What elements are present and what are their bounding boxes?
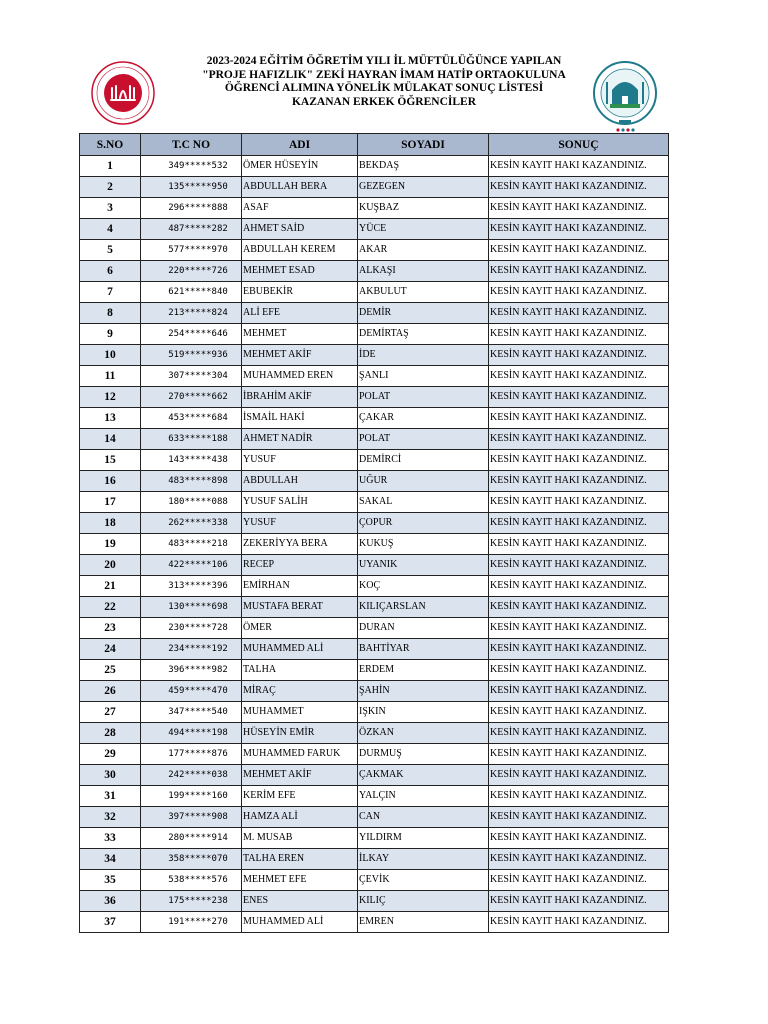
cell-adi: ABDULLAH xyxy=(242,471,358,492)
cell-tcno: 234*****192 xyxy=(141,639,242,660)
cell-adi: MEHMET AKİF xyxy=(242,345,358,366)
table-row xyxy=(80,702,669,723)
cell-tcno: 397*****908 xyxy=(141,807,242,828)
cell-tcno: 191*****270 xyxy=(141,912,242,933)
cell-sonuc: KESİN KAYIT HAKI KAZANDINIZ. xyxy=(489,450,669,471)
cell-sonuc: KESİN KAYIT HAKI KAZANDINIZ. xyxy=(489,177,669,198)
cell-adi: MEHMET AKİF xyxy=(242,765,358,786)
table-row xyxy=(80,891,669,912)
cell-adi: AHMET NADİR xyxy=(242,429,358,450)
cell-soyadi: ÇEVİK xyxy=(358,870,489,891)
cell-adi: M. MUSAB xyxy=(242,828,358,849)
cell-soyadi: KILIÇ xyxy=(358,891,489,912)
cell-soyadi: IŞKIN xyxy=(358,702,489,723)
cell-tcno: 422*****106 xyxy=(141,555,242,576)
cell-sno: 22 xyxy=(80,597,141,618)
cell-tcno: 483*****218 xyxy=(141,534,242,555)
table-row xyxy=(80,576,669,597)
title-line-2: "PROJE HAFIZLIK" ZEKİ HAYRAN İMAM HATİP ORTAOKULUNA xyxy=(202,68,566,81)
cell-sonuc: KESİN KAYIT HAKI KAZANDINIZ. xyxy=(489,618,669,639)
cell-sno: 15 xyxy=(80,450,141,471)
table-row xyxy=(80,597,669,618)
table-row xyxy=(80,177,669,198)
cell-sonuc: KESİN KAYIT HAKI KAZANDINIZ. xyxy=(489,681,669,702)
cell-soyadi: SAKAL xyxy=(358,492,489,513)
cell-sonuc: KESİN KAYIT HAKI KAZANDINIZ. xyxy=(489,513,669,534)
cell-soyadi: ŞAHİN xyxy=(358,681,489,702)
table-row xyxy=(80,198,669,219)
cell-soyadi: POLAT xyxy=(358,387,489,408)
cell-adi: MUHAMMED ALİ xyxy=(242,639,358,660)
table-row xyxy=(80,408,669,429)
cell-adi: MEHMET EFE xyxy=(242,870,358,891)
cell-sno: 16 xyxy=(80,471,141,492)
column-header-soyadi: SOYADI xyxy=(358,134,489,156)
cell-adi: TALHA EREN xyxy=(242,849,358,870)
table-row xyxy=(80,387,669,408)
cell-soyadi: ŞANLI xyxy=(358,366,489,387)
cell-adi: İSMAİL HAKİ xyxy=(242,408,358,429)
cell-sno: 18 xyxy=(80,513,141,534)
cell-soyadi: CAN xyxy=(358,807,489,828)
table-row xyxy=(80,366,669,387)
cell-tcno: 487*****282 xyxy=(141,219,242,240)
cell-soyadi: KUŞBAZ xyxy=(358,198,489,219)
cell-sonuc: KESİN KAYIT HAKI KAZANDINIZ. xyxy=(489,744,669,765)
cell-soyadi: İDE xyxy=(358,345,489,366)
cell-sonuc: KESİN KAYIT HAKI KAZANDINIZ. xyxy=(489,282,669,303)
cell-sonuc: KESİN KAYIT HAKI KAZANDINIZ. xyxy=(489,345,669,366)
table-row xyxy=(80,786,669,807)
cell-adi: İBRAHİM AKİF xyxy=(242,387,358,408)
cell-sonuc: KESİN KAYIT HAKI KAZANDINIZ. xyxy=(489,408,669,429)
cell-tcno: 621*****840 xyxy=(141,282,242,303)
document-header xyxy=(0,52,768,132)
cell-tcno: 175*****238 xyxy=(141,891,242,912)
cell-soyadi: DEMİRTAŞ xyxy=(358,324,489,345)
cell-sonuc: KESİN KAYIT HAKI KAZANDINIZ. xyxy=(489,639,669,660)
table-row xyxy=(80,324,669,345)
cell-soyadi: BEKDAŞ xyxy=(358,156,489,177)
cell-adi: ÖMER HÜSEYİN xyxy=(242,156,358,177)
cell-sonuc: KESİN KAYIT HAKI KAZANDINIZ. xyxy=(489,891,669,912)
table-row xyxy=(80,156,669,177)
cell-sonuc: KESİN KAYIT HAKI KAZANDINIZ. xyxy=(489,597,669,618)
cell-sonuc: KESİN KAYIT HAKI KAZANDINIZ. xyxy=(489,324,669,345)
cell-tcno: 349*****532 xyxy=(141,156,242,177)
cell-sonuc: KESİN KAYIT HAKI KAZANDINIZ. xyxy=(489,219,669,240)
cell-sonuc: KESİN KAYIT HAKI KAZANDINIZ. xyxy=(489,870,669,891)
cell-sno: 13 xyxy=(80,408,141,429)
cell-sno: 30 xyxy=(80,765,141,786)
cell-sno: 36 xyxy=(80,891,141,912)
cell-soyadi: KUKUŞ xyxy=(358,534,489,555)
table-row xyxy=(80,471,669,492)
cell-sno: 19 xyxy=(80,534,141,555)
cell-soyadi: UĞUR xyxy=(358,471,489,492)
cell-sonuc: KESİN KAYIT HAKI KAZANDINIZ. xyxy=(489,471,669,492)
cell-soyadi: POLAT xyxy=(358,429,489,450)
cell-soyadi: UYANIK xyxy=(358,555,489,576)
cell-tcno: 358*****070 xyxy=(141,849,242,870)
cell-tcno: 242*****038 xyxy=(141,765,242,786)
cell-sonuc: KESİN KAYIT HAKI KAZANDINIZ. xyxy=(489,261,669,282)
table-row xyxy=(80,849,669,870)
cell-sonuc: KESİN KAYIT HAKI KAZANDINIZ. xyxy=(489,765,669,786)
cell-soyadi: ÇOPUR xyxy=(358,513,489,534)
cell-tcno: 213*****824 xyxy=(141,303,242,324)
cell-sno: 23 xyxy=(80,618,141,639)
cell-sno: 26 xyxy=(80,681,141,702)
cell-adi: RECEP xyxy=(242,555,358,576)
cell-sonuc: KESİN KAYIT HAKI KAZANDINIZ. xyxy=(489,555,669,576)
table-row xyxy=(80,450,669,471)
table-row xyxy=(80,555,669,576)
cell-sonuc: KESİN KAYIT HAKI KAZANDINIZ. xyxy=(489,429,669,450)
cell-sonuc: KESİN KAYIT HAKI KAZANDINIZ. xyxy=(489,303,669,324)
cell-soyadi: AKBULUT xyxy=(358,282,489,303)
table-row xyxy=(80,492,669,513)
cell-soyadi: YÜCE xyxy=(358,219,489,240)
cell-sno: 20 xyxy=(80,555,141,576)
cell-tcno: 459*****470 xyxy=(141,681,242,702)
cell-soyadi: DEMİRCİ xyxy=(358,450,489,471)
cell-adi: HÜSEYİN EMİR xyxy=(242,723,358,744)
cell-sno: 9 xyxy=(80,324,141,345)
cell-sno: 37 xyxy=(80,912,141,933)
cell-sno: 12 xyxy=(80,387,141,408)
cell-sno: 10 xyxy=(80,345,141,366)
cell-sonuc: KESİN KAYIT HAKI KAZANDINIZ. xyxy=(489,912,669,933)
results-table xyxy=(79,133,669,933)
table-row xyxy=(80,303,669,324)
cell-soyadi: BAHTİYAR xyxy=(358,639,489,660)
cell-tcno: 220*****726 xyxy=(141,261,242,282)
cell-sonuc: KESİN KAYIT HAKI KAZANDINIZ. xyxy=(489,849,669,870)
cell-sno: 1 xyxy=(80,156,141,177)
cell-sno: 14 xyxy=(80,429,141,450)
cell-sno: 27 xyxy=(80,702,141,723)
cell-sonuc: KESİN KAYIT HAKI KAZANDINIZ. xyxy=(489,240,669,261)
table-row xyxy=(80,639,669,660)
cell-sno: 34 xyxy=(80,849,141,870)
cell-sno: 21 xyxy=(80,576,141,597)
cell-tcno: 296*****888 xyxy=(141,198,242,219)
cell-soyadi: KOÇ xyxy=(358,576,489,597)
cell-soyadi: AKAR xyxy=(358,240,489,261)
cell-sonuc: KESİN KAYIT HAKI KAZANDINIZ. xyxy=(489,198,669,219)
cell-soyadi: İLKAY xyxy=(358,849,489,870)
table-row xyxy=(80,660,669,681)
cell-soyadi: DURAN xyxy=(358,618,489,639)
cell-adi: EMİRHAN xyxy=(242,576,358,597)
table-row xyxy=(80,723,669,744)
cell-adi: MEHMET ESAD xyxy=(242,261,358,282)
table-row xyxy=(80,765,669,786)
cell-soyadi: ALKAŞI xyxy=(358,261,489,282)
table-row xyxy=(80,912,669,933)
cell-adi: YUSUF xyxy=(242,513,358,534)
cell-tcno: 538*****576 xyxy=(141,870,242,891)
cell-adi: TALHA xyxy=(242,660,358,681)
cell-tcno: 396*****982 xyxy=(141,660,242,681)
title-line-3: ÖĞRENCİ ALIMINA YÖNELİK MÜLAKAT SONUÇ LİSTESİ xyxy=(224,82,544,95)
cell-sonuc: KESİN KAYIT HAKI KAZANDINIZ. xyxy=(489,660,669,681)
table-row xyxy=(80,261,669,282)
cell-sno: 8 xyxy=(80,303,141,324)
cell-sonuc: KESİN KAYIT HAKI KAZANDINIZ. xyxy=(489,828,669,849)
cell-soyadi: YILDIRM xyxy=(358,828,489,849)
table-row xyxy=(80,828,669,849)
cell-sonuc: KESİN KAYIT HAKI KAZANDINIZ. xyxy=(489,534,669,555)
cell-tcno: 135*****950 xyxy=(141,177,242,198)
cell-tcno: 270*****662 xyxy=(141,387,242,408)
cell-sonuc: KESİN KAYIT HAKI KAZANDINIZ. xyxy=(489,156,669,177)
cell-soyadi: ÖZKAN xyxy=(358,723,489,744)
cell-sno: 29 xyxy=(80,744,141,765)
cell-adi: ALİ EFE xyxy=(242,303,358,324)
cell-adi: ASAF xyxy=(242,198,358,219)
cell-soyadi: KILIÇARSLAN xyxy=(358,597,489,618)
column-header-adi: ADI xyxy=(242,134,358,156)
cell-tcno: 494*****198 xyxy=(141,723,242,744)
cell-adi: ABDULLAH KEREM xyxy=(242,240,358,261)
column-header-sno: S.NO xyxy=(80,134,141,156)
table-row xyxy=(80,534,669,555)
cell-sonuc: KESİN KAYIT HAKI KAZANDINIZ. xyxy=(489,576,669,597)
cell-sno: 32 xyxy=(80,807,141,828)
cell-soyadi: YALÇIN xyxy=(358,786,489,807)
cell-sno: 5 xyxy=(80,240,141,261)
cell-sonuc: KESİN KAYIT HAKI KAZANDINIZ. xyxy=(489,702,669,723)
cell-tcno: 633*****188 xyxy=(141,429,242,450)
cell-tcno: 577*****970 xyxy=(141,240,242,261)
cell-tcno: 177*****876 xyxy=(141,744,242,765)
cell-tcno: 130*****698 xyxy=(141,597,242,618)
cell-soyadi: GEZEGEN xyxy=(358,177,489,198)
cell-adi: MUHAMMED ALİ xyxy=(242,912,358,933)
cell-sno: 4 xyxy=(80,219,141,240)
cell-adi: HAMZA ALİ xyxy=(242,807,358,828)
cell-tcno: 280*****914 xyxy=(141,828,242,849)
cell-tcno: 453*****684 xyxy=(141,408,242,429)
cell-adi: AHMET SAİD xyxy=(242,219,358,240)
cell-adi: MUSTAFA BERAT xyxy=(242,597,358,618)
cell-soyadi: ERDEM xyxy=(358,660,489,681)
cell-adi: MUHAMMED EREN xyxy=(242,366,358,387)
cell-adi: ABDULLAH BERA xyxy=(242,177,358,198)
school-logo xyxy=(592,60,658,136)
cell-tcno: 262*****338 xyxy=(141,513,242,534)
cell-sno: 6 xyxy=(80,261,141,282)
cell-sno: 25 xyxy=(80,660,141,681)
cell-sno: 2 xyxy=(80,177,141,198)
cell-soyadi: ÇAKAR xyxy=(358,408,489,429)
table-row xyxy=(80,282,669,303)
table-row xyxy=(80,807,669,828)
cell-sno: 11 xyxy=(80,366,141,387)
cell-soyadi: DEMİR xyxy=(358,303,489,324)
table-row xyxy=(80,870,669,891)
cell-adi: ENES xyxy=(242,891,358,912)
cell-sno: 7 xyxy=(80,282,141,303)
cell-sno: 31 xyxy=(80,786,141,807)
table-row xyxy=(80,345,669,366)
cell-adi: MUHAMMET xyxy=(242,702,358,723)
cell-adi: YUSUF SALİH xyxy=(242,492,358,513)
title-line-4: KAZANAN ERKEK ÖĞRENCİLER xyxy=(291,95,477,108)
cell-tcno: 199*****160 xyxy=(141,786,242,807)
table-row xyxy=(80,681,669,702)
cell-sonuc: KESİN KAYIT HAKI KAZANDINIZ. xyxy=(489,786,669,807)
cell-soyadi: ÇAKMAK xyxy=(358,765,489,786)
cell-adi: ZEKERİYYA BERA xyxy=(242,534,358,555)
cell-tcno: 180*****088 xyxy=(141,492,242,513)
table-row xyxy=(80,513,669,534)
cell-tcno: 483*****898 xyxy=(141,471,242,492)
cell-tcno: 313*****396 xyxy=(141,576,242,597)
cell-adi: ÖMER xyxy=(242,618,358,639)
cell-adi: MEHMET xyxy=(242,324,358,345)
table-row xyxy=(80,618,669,639)
cell-sonuc: KESİN KAYIT HAKI KAZANDINIZ. xyxy=(489,723,669,744)
table-row xyxy=(80,429,669,450)
cell-adi: MUHAMMED FARUK xyxy=(242,744,358,765)
column-header-sonuc: SONUÇ xyxy=(489,134,669,156)
cell-tcno: 519*****936 xyxy=(141,345,242,366)
cell-adi: MİRAÇ xyxy=(242,681,358,702)
cell-sno: 24 xyxy=(80,639,141,660)
diyanet-logo xyxy=(90,60,156,126)
table-header-row xyxy=(80,134,669,156)
cell-sno: 3 xyxy=(80,198,141,219)
cell-soyadi: EMREN xyxy=(358,912,489,933)
cell-tcno: 347*****540 xyxy=(141,702,242,723)
table-row xyxy=(80,240,669,261)
cell-adi: EBUBEKİR xyxy=(242,282,358,303)
column-header-tcno: T.C NO xyxy=(141,134,242,156)
cell-sonuc: KESİN KAYIT HAKI KAZANDINIZ. xyxy=(489,807,669,828)
cell-sonuc: KESİN KAYIT HAKI KAZANDINIZ. xyxy=(489,366,669,387)
table-row xyxy=(80,219,669,240)
cell-tcno: 254*****646 xyxy=(141,324,242,345)
cell-sonuc: KESİN KAYIT HAKI KAZANDINIZ. xyxy=(489,387,669,408)
cell-sno: 17 xyxy=(80,492,141,513)
cell-tcno: 143*****438 xyxy=(141,450,242,471)
document-title xyxy=(160,55,608,109)
cell-soyadi: DURMUŞ xyxy=(358,744,489,765)
cell-tcno: 230*****728 xyxy=(141,618,242,639)
table-body xyxy=(80,156,669,933)
cell-adi: YUSUF xyxy=(242,450,358,471)
table-row xyxy=(80,744,669,765)
cell-sno: 35 xyxy=(80,870,141,891)
cell-sno: 28 xyxy=(80,723,141,744)
cell-sno: 33 xyxy=(80,828,141,849)
cell-adi: KERİM EFE xyxy=(242,786,358,807)
cell-tcno: 307*****304 xyxy=(141,366,242,387)
title-line-1: 2023-2024 EĞİTİM ÖĞRETİM YILI İL MÜFTÜLÜĞÜNCE YAPILAN xyxy=(206,55,562,67)
cell-sonuc: KESİN KAYIT HAKI KAZANDINIZ. xyxy=(489,492,669,513)
